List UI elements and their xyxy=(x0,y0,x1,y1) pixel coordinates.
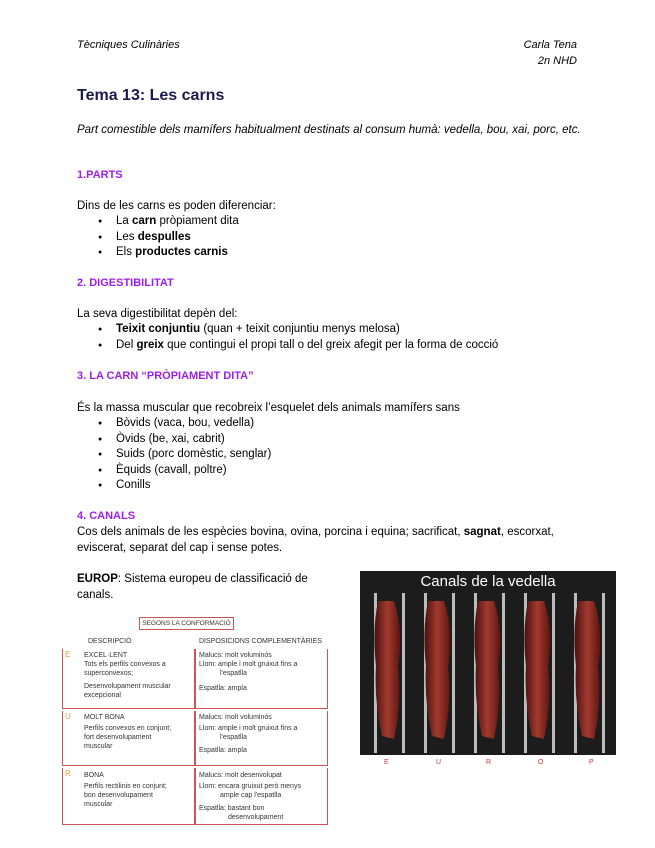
grade-name: MOLT BONA xyxy=(84,714,125,721)
complement-line: Llom: ample i molt gruixut fins a xyxy=(199,725,298,732)
photo-title: Canals de la vedella xyxy=(420,573,556,590)
complement-line: Llom: encara gruixut però menys xyxy=(199,783,301,790)
complement-line: Espatlla: ampla xyxy=(199,685,247,692)
description-line: fort desenvolupament xyxy=(84,734,152,741)
grade-label: O xyxy=(538,759,544,766)
carcass-grade-u xyxy=(424,593,455,753)
grade-name: BONA xyxy=(84,772,104,779)
section-lead: La seva digestibilitat depèn del: xyxy=(77,308,238,320)
section-lead: Dins de les carns es poden diferenciar: xyxy=(77,200,276,212)
intro-text: Part comestible dels mamífers habitualment destinats al consum humà: vedella, bou, xai, porc, etc. xyxy=(77,124,581,136)
description-line: superconvexos; xyxy=(84,670,134,677)
carcass-grade-e xyxy=(374,593,405,753)
carcass-illustration xyxy=(360,571,616,755)
species-list xyxy=(77,416,271,494)
header-author: Carla Tena xyxy=(523,39,577,51)
grade-name: EXCEL·LENT xyxy=(84,652,128,659)
complement-line: l'espatlla xyxy=(220,670,248,677)
section-heading-meat: 3. LA CARN “PRÒPIAMENT DITA” xyxy=(77,370,254,382)
list-item: ● Conills xyxy=(77,478,271,494)
grade-letter: E xyxy=(65,650,71,659)
carcass-photo xyxy=(360,571,616,755)
description-line: Tots els perfils convexos a xyxy=(84,661,166,668)
description-line: Desenvolupament muscular xyxy=(84,683,171,690)
europ-classification-table xyxy=(62,615,330,827)
grade-label: R xyxy=(486,759,492,766)
list-item: ● La carn pròpiament dita xyxy=(77,214,239,230)
carcass-grade-r xyxy=(474,593,505,753)
complement-line: Espatlla: bastant bon xyxy=(199,805,265,812)
complement-line: ample cap l'espatlla xyxy=(220,792,282,799)
list-item: ● Suids (porc domèstic, senglar) xyxy=(77,447,271,463)
digestibility-list xyxy=(77,322,597,353)
complement-line: Malucs: molt voluminós xyxy=(199,652,272,659)
column-header: DISPOSICIONS COMPLEMENTÀRIES xyxy=(199,638,322,645)
description-line: muscular xyxy=(84,801,113,808)
list-item: ● Del greix que contingui el propi tall o del greix afegit per la forma de cocció xyxy=(77,338,597,354)
column-header: DESCRIPCIÓ xyxy=(88,638,132,645)
complement-line: l'espatlla xyxy=(220,734,248,741)
section-lead: És la massa muscular que recobreix l’esquelet dels animals mamífers sans xyxy=(77,402,460,414)
list-item: ● Teixit conjuntiu (quan + teixit conjuntiu menys melosa) xyxy=(77,322,597,338)
carcass-grade-o xyxy=(524,593,555,753)
list-item: ● Les despulles xyxy=(77,230,239,246)
list-item: ● Èquids (cavall, poltre) xyxy=(77,463,271,479)
description-line: Perfils rectilinis en conjunt; xyxy=(84,783,167,790)
parts-list xyxy=(77,214,239,261)
complement-line: Espatlla: ampla xyxy=(199,747,247,754)
complement-line: desenvolupament xyxy=(228,814,284,821)
section-heading-digestibility: 2. DIGESTIBILITAT xyxy=(77,277,174,289)
complement-line: Malucs: molt voluminós xyxy=(199,714,272,721)
section-heading-parts: 1.PARTS xyxy=(77,169,123,181)
list-item: ● Els productes carnis xyxy=(77,245,239,261)
list-item: ● Bòvids (vaca, bou, vedella) xyxy=(77,416,271,432)
table-title: SEGONS LA CONFORMACIÓ xyxy=(139,617,234,630)
grade-letter: U xyxy=(65,712,71,721)
carcass-grade-p xyxy=(574,593,605,753)
header-class: 2n NHD xyxy=(537,55,577,67)
page-title: Tema 13: Les carns xyxy=(77,87,225,104)
grade-label: U xyxy=(436,759,442,766)
description-line: Perfils convexos en conjunt; xyxy=(84,725,172,732)
list-item: ● Òvids (be, xai, cabrit) xyxy=(77,432,271,448)
grade-label: E xyxy=(384,759,389,766)
grade-letter: R xyxy=(65,769,71,778)
header-course-name: Tècniques Culinàries xyxy=(77,39,180,51)
europ-description: EUROP: Sistema europeu de classificació de canals. xyxy=(77,573,308,601)
table-row xyxy=(62,649,195,709)
complement-line: Malucs: molt desenvolupat xyxy=(199,772,282,779)
description-line: excepcional xyxy=(84,692,121,699)
section-heading-carcasses: 4. CANALS xyxy=(77,510,136,522)
description-line: bon desenvolupament xyxy=(84,792,153,799)
description-line: muscular xyxy=(84,743,113,750)
carcass-definition: Cos dels animals de les espècies bovina, ovina, porcina i equina; sacrificat, sagnat, escorxat, eviscerat, separat del cap i sense potes. xyxy=(77,526,554,554)
grade-label: P xyxy=(589,759,594,766)
complement-line: Llom: ample i molt gruixut fins a xyxy=(199,661,298,668)
